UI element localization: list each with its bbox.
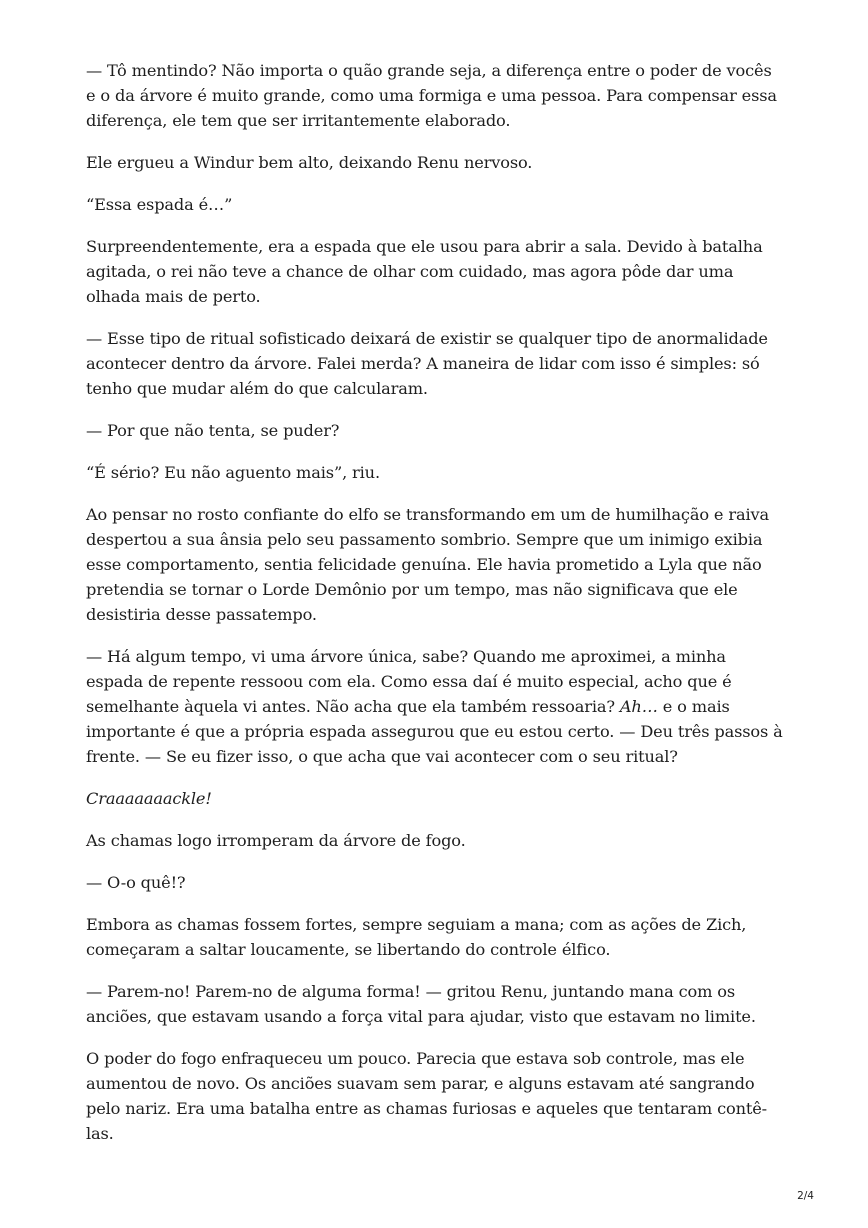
paragraph: “Essa espada é…” <box>86 195 233 214</box>
paragraph: — O-o quê!? <box>86 873 186 892</box>
paragraph: — Esse tipo de ritual sofisticado deixará de existir se qualquer tipo de anormalidade acontecer dentro da árvore. Falei merda? A maneira de lidar com isso é simples: só tenho que mudar além do que calcularam. <box>86 329 768 398</box>
paragraph: Embora as chamas fossem fortes, sempre seguiam a mana; com as ações de Zich, começaram a saltar loucamente, se libertando do controle élfico. <box>86 915 747 959</box>
paragraph: — Parem-no! Parem-no de alguma forma! — gritou Renu, juntando mana com os anciões, que estavam usando a força vital para ajudar, visto que estavam no limite. <box>86 982 756 1026</box>
paragraph <box>86 644 786 769</box>
paragraph: “É sério? Eu não aguento mais”, riu. <box>86 463 380 482</box>
paragraph: O poder do fogo enfraqueceu um pouco. Parecia que estava sob controle, mas ele aumentou de novo. Os anciões suavam sem parar, e alguns estavam até sangrando pelo nariz. Era uma batalha entre as chamas furiosas e aqueles que tentaram contê-las. <box>86 1049 767 1143</box>
paragraph: Surpreendentemente, era a espada que ele usou para abrir a sala. Devido à batalha agitada, o rei não teve a chance de olhar com cuidado, mas agora pôde dar uma olhada mais de perto. <box>86 237 763 306</box>
paragraph: — Por que não tenta, se puder? <box>86 421 340 440</box>
paragraph: Ele ergueu a Windur bem alto, deixando Renu nervoso. <box>86 153 533 172</box>
paragraph-sound-effect <box>86 786 786 811</box>
paragraph-text: — Há algum tempo, vi uma árvore única, sabe? Quando me aproximei, a minha espada de repente ressoou com ela. Como essa daí é muito especial, acho que é semelhante àquela vi antes. Não acha que ela também ressoaria? <box>86 647 732 716</box>
paragraph: — Tô mentindo? Não importa o quão grande seja, a diferença entre o poder de vocês e o da árvore é muito grande, como uma formiga e uma pessoa. Para compensar essa diferença, ele tem que ser irritantemente elaborado. <box>86 61 777 130</box>
paragraph-italic-text: Craaaaaaackle! <box>86 789 212 808</box>
paragraph: Ao pensar no rosto confiante do elfo se transformando em um de humilhação e raiva despertou a sua ânsia pelo seu passamento sombrio. Sempre que um inimigo exibia esse comportamento, sentia felicidade genuína. Ele havia prometido a Lyla que não pretendia se tornar o Lorde Demônio por um tempo, mas não significava que ele desistiria desse passatempo. <box>86 505 769 624</box>
page-number: 2/4 <box>797 1190 814 1202</box>
paragraph-italic-text: Ah… <box>619 697 658 716</box>
paragraph: As chamas logo irromperam da árvore de fogo. <box>86 831 466 850</box>
paragraph-text: e o mais importante é que a própria espada assegurou que eu estou certo. — Deu três passos à frente. — Se eu fizer isso, o que acha que vai acontecer com o seu ritual? <box>86 697 783 766</box>
document-page <box>86 58 786 1163</box>
